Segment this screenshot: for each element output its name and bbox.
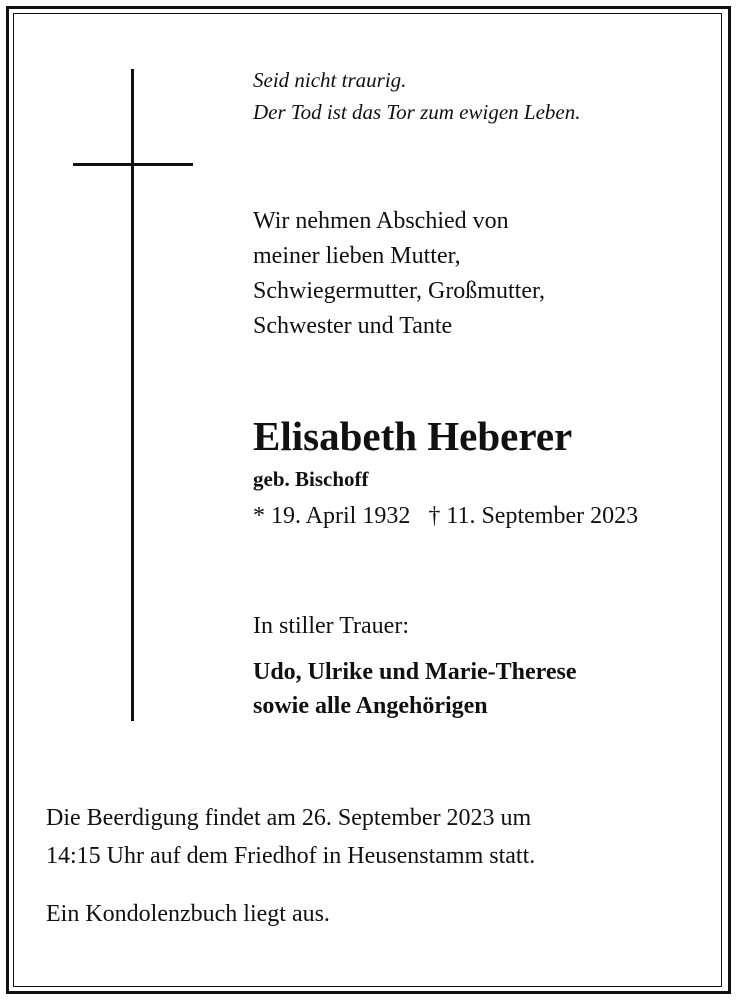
death-date: † 11. September 2023: [428, 503, 639, 529]
maiden-name: geb. Bischoff: [253, 467, 369, 491]
mourners-line-1: Udo, Ulrike und Marie-Therese: [253, 659, 577, 685]
intro-line-3: Schwiegermutter, Großmutter,: [253, 278, 545, 304]
life-dates: [253, 503, 638, 530]
funeral-line-1: Die Beerdigung findet am 26. September 2023 um: [46, 805, 532, 831]
intro-text: [253, 204, 545, 344]
birth-date: * 19. April 1932: [253, 503, 411, 529]
mourners-line-2: sowie alle Angehörigen: [253, 693, 488, 719]
funeral-line-2: 14:15 Uhr auf dem Friedhof in Heusenstamm statt.: [46, 843, 536, 869]
mourners: [253, 655, 577, 723]
intro-line-2: meiner lieben Mutter,: [253, 243, 461, 269]
motto-line-1: Seid nicht traurig.: [253, 68, 407, 92]
cross-horizontal-bar: [73, 163, 193, 166]
motto-line-2: Der Tod ist das Tor zum ewigen Leben.: [253, 100, 581, 124]
intro-line-4: Schwester und Tante: [253, 313, 453, 339]
motto: [253, 64, 581, 128]
cross-vertical-bar: [131, 69, 134, 721]
mourning-heading: In stiller Trauer:: [253, 613, 409, 639]
condolence-note: Ein Kondolenzbuch liegt aus.: [46, 901, 330, 927]
deceased-name: Elisabeth Heberer: [253, 413, 573, 459]
intro-line-1: Wir nehmen Abschied von: [253, 208, 509, 234]
funeral-info: [46, 799, 535, 875]
